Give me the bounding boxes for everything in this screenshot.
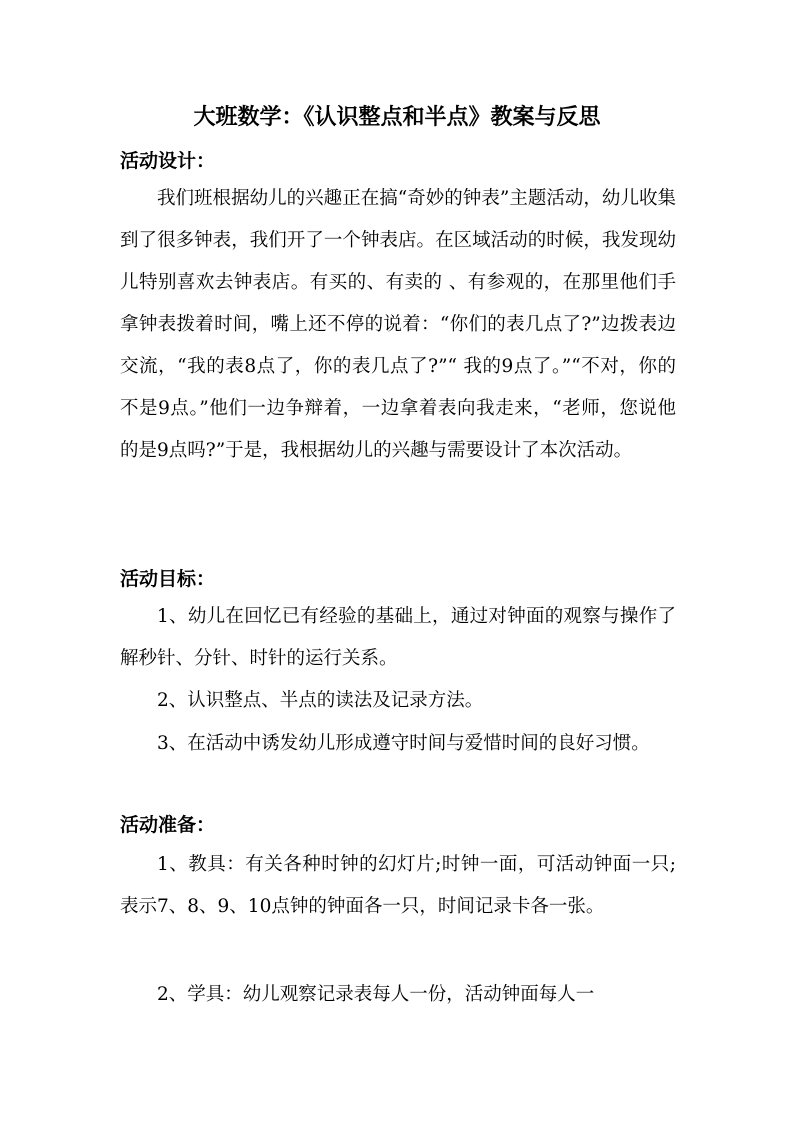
section-heading-goals: 活动目标： — [120, 568, 216, 590]
section-heading-design: 活动设计： — [120, 150, 216, 172]
section-heading-preparation: 活动准备： — [120, 814, 216, 836]
goal-item-3: 3、在活动中诱发幼儿形成遵守时间与爱惜时间的良好习惯。 — [157, 733, 650, 754]
design-paragraph: 我们班根据幼儿的兴趣正在搞“奇妙的钟表”主题活动，幼儿收集到了很多钟表，我们开了一个钟表店。在区域活动的时候，我发现幼儿特别喜欢去钟表店。有买的、有卖的 、有参观的，在那里他们手拿钟表拨着时间，嘴上还不停的说着：“你们的表几点了?”边拨表边交流，“我的表8点了，你的表几点了?”“ 我的9点了。”“不对，你的不是9点。”他们一边争辩着，一边拿着表向我走来，“老师，您说他的是9点吗?”于是，我根据幼儿的兴趣与需要设计了本次活动。 — [120, 188, 676, 461]
preparation-item-2: 2、学具：幼儿观察记录表每人一份，活动钟面每人一 — [157, 984, 595, 1005]
goal-item-2: 2、认识整点、半点的读法及记录方法。 — [157, 690, 484, 711]
goal-item-1: 1、幼儿在回忆已有经验的基础上，通过对钟面的观察与操作了解秒针、分针、时针的运行关系。 — [120, 606, 676, 669]
preparation-item-1: 1、教具：有关各种时钟的幻灯片;时钟一面，可活动钟面一只;表示7、8、9、10点钟的钟面各一只，时间记录卡各一张。 — [120, 854, 676, 917]
document-title: 大班数学：《认识整点和半点》教案与反思 — [193, 104, 601, 130]
